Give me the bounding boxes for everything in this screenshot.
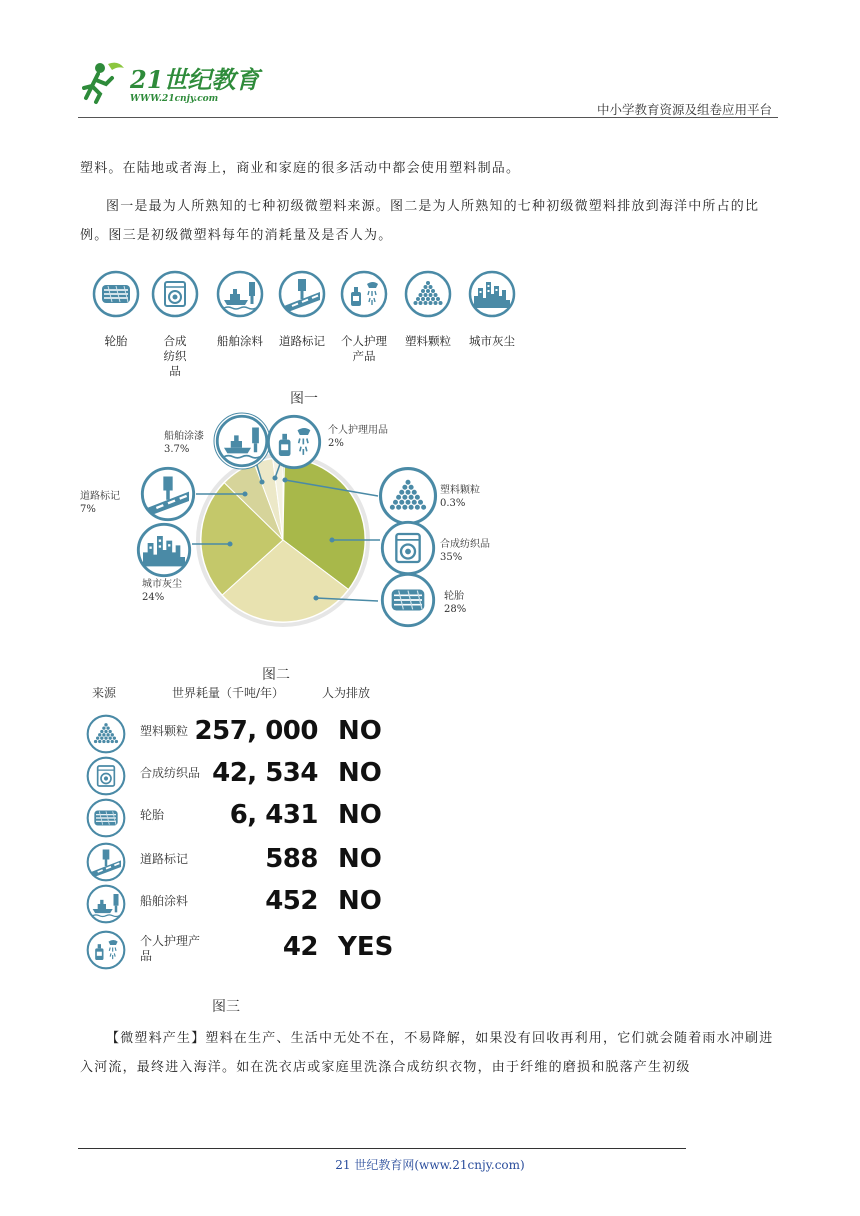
- ship-paint-icon: [86, 884, 126, 924]
- row-human: NO: [338, 844, 382, 874]
- paragraph-1: 塑料。在陆地或者海上，商业和家庭的很多活动中都会使用塑料制品。: [80, 161, 521, 176]
- pie-label-city: 城市灰尘 24%: [142, 579, 182, 603]
- fig1-label: 合成纺织品: [163, 334, 187, 378]
- row-source: 个人护理产品: [140, 934, 201, 963]
- pie-label-care: 个人护理用品 2%: [328, 425, 388, 449]
- table-row: [86, 930, 406, 970]
- leader-personal-care-dot: [273, 476, 277, 480]
- figure-1-caption: 图一: [290, 391, 318, 407]
- row-source: 船舶涂料: [140, 894, 189, 908]
- leader-road-marking-dot: [243, 492, 247, 496]
- leader-textiles-dot: [330, 538, 334, 542]
- washing-machine-icon: [151, 270, 199, 318]
- personal-care-icon: [86, 930, 126, 970]
- figure-2-caption: 图二: [262, 667, 290, 683]
- figure-3-caption: 图三: [212, 999, 240, 1015]
- leader-city-dust-dot: [228, 542, 232, 546]
- fig1-item-ship: [210, 270, 270, 349]
- paragraph-2: 图一是最为人所熟知的七种初级微塑料来源。图二是为人所熟知的七种初级微塑料排放到海洋中所占的比例。图三是初级微塑料每年的消耗量及是否人为。: [80, 199, 760, 243]
- row-amount: 588: [265, 844, 318, 874]
- logo-url: WWW.21cnjy.com: [130, 94, 219, 104]
- city-dust-icon: [468, 270, 516, 318]
- pie-icon-pellets: [381, 469, 436, 524]
- pie-label-road: 道路标记 7%: [80, 491, 120, 515]
- fig1-item-pellets: [398, 270, 458, 349]
- table-row: [86, 798, 406, 838]
- row-human: YES: [338, 932, 394, 962]
- pie-icon-ship: [214, 413, 270, 469]
- road-marking-icon: [86, 842, 126, 882]
- logo-text: 21世纪教育: [130, 65, 260, 94]
- fig1-label: 船舶涂料: [217, 334, 263, 348]
- pie-icon-road: [142, 468, 193, 519]
- pellets-icon: [86, 714, 126, 754]
- road-marking-icon: [278, 270, 326, 318]
- col-header-human: 人为排放: [322, 686, 371, 700]
- table-row: [86, 884, 406, 924]
- fig1-item-care: [334, 270, 394, 364]
- pie-icon-textiles: [382, 522, 433, 573]
- row-source: 合成纺织品: [140, 766, 201, 780]
- fig1-label: 道路标记: [279, 334, 325, 348]
- site-tagline: 中小学教育资源及组卷应用平台: [596, 102, 772, 117]
- footer-divider: [78, 1148, 686, 1149]
- pie-label-pellets: 塑料颗粒 0.3%: [440, 485, 480, 509]
- pie-label-textiles: 合成纺织品 35%: [440, 539, 490, 563]
- paragraph-3: 【微塑料产生】塑料在生产、生活中无处不在，不易降解，如果没有回收再利用，它们就会随着雨水冲刷进入河流，最终进入海洋。如在洗衣店或家庭里洗涤合成纺织衣物，由于纤维的磨损和脱落产生初级: [80, 1031, 774, 1075]
- pie-icon-city: [138, 524, 189, 575]
- row-amount: 42, 534: [212, 758, 318, 788]
- row-amount: 452: [265, 886, 318, 916]
- fig1-item-textiles: [148, 270, 202, 379]
- fig1-label: 城市灰尘: [469, 334, 515, 348]
- pie-label-ship: 船舶涂漆 3.7%: [164, 431, 204, 455]
- row-source: 轮胎: [140, 808, 165, 822]
- table-row: [86, 714, 406, 754]
- site-logo: [78, 58, 268, 108]
- pie-label-tires: 轮胎 28%: [444, 591, 467, 615]
- footer-text: 21 世纪教育网(www.21cnjy.com): [335, 1158, 525, 1172]
- col-header-source: 来源: [92, 686, 117, 700]
- row-human: NO: [338, 800, 382, 830]
- row-human: NO: [338, 758, 382, 788]
- header-divider: [78, 117, 778, 118]
- leader-tires-dot: [314, 596, 318, 600]
- tire-icon: [92, 270, 140, 318]
- washing-machine-icon: [86, 756, 126, 796]
- col-header-consumption: 世界耗量（千吨/年）: [172, 686, 285, 700]
- fig1-item-city: [462, 270, 522, 349]
- pellets-icon: [404, 270, 452, 318]
- fig1-item-tire: [86, 270, 146, 349]
- row-source: 塑料颗粒: [140, 724, 189, 738]
- fig1-item-road: [272, 270, 332, 349]
- fig1-label: 塑料颗粒: [405, 334, 451, 348]
- table-row: [86, 756, 406, 796]
- table-row: [86, 842, 406, 882]
- personal-care-icon: [340, 270, 388, 318]
- row-human: NO: [338, 716, 382, 746]
- row-amount: 257, 000: [194, 716, 318, 746]
- tire-icon: [86, 798, 126, 838]
- row-human: NO: [338, 886, 382, 916]
- fig1-label: 个人护理产品: [341, 334, 387, 363]
- row-amount: 6, 431: [229, 800, 318, 830]
- row-source: 道路标记: [140, 852, 189, 866]
- row-amount: 42: [282, 932, 318, 962]
- fig1-label: 轮胎: [104, 334, 128, 348]
- runner-icon: [84, 63, 124, 102]
- figure-2: [80, 408, 520, 638]
- ship-paint-icon: [216, 270, 264, 318]
- pie-icon-tires: [382, 574, 433, 625]
- leader-ship-paint-dot: [260, 480, 264, 484]
- leader-pellets-dot: [283, 478, 287, 482]
- pie-icon-care: [268, 416, 319, 467]
